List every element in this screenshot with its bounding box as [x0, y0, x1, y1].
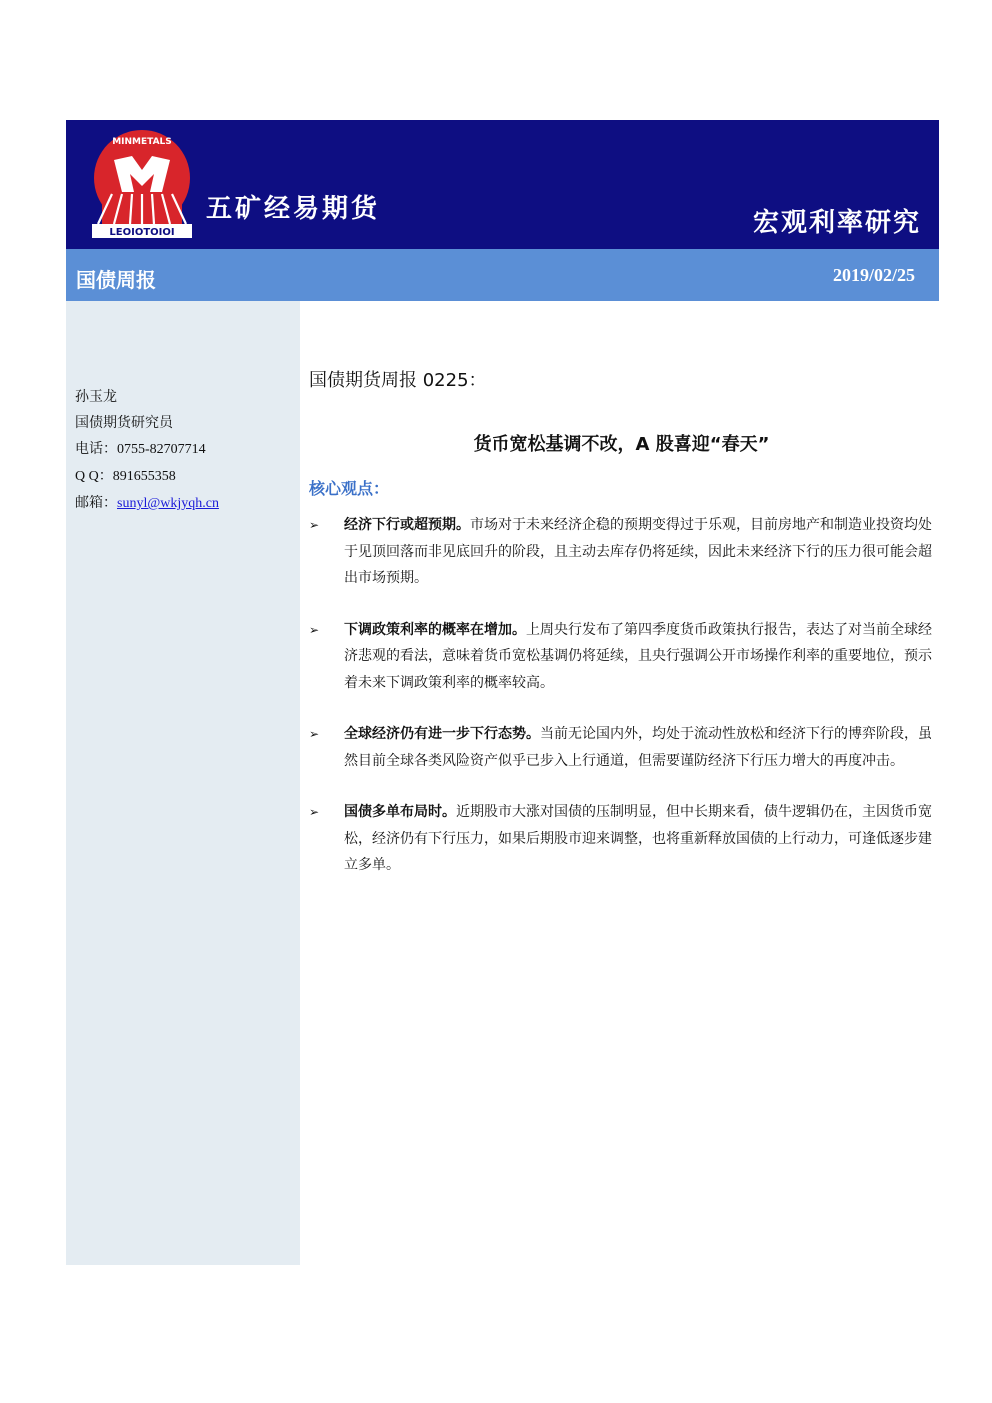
report-title: 国债期货周报 0225： [309, 370, 487, 391]
report-headline: 货币宽松基调不改，A 股喜迎“春天” [473, 434, 770, 455]
key-point-body: 当前无论国内外，均处于流动性放松和经济下行的博弈阶段，虽然目前全球各类风险资产似乎已步入上行通道，但需要谨防经济下行压力增大的再度冲击。 [344, 726, 932, 769]
report-body [309, 366, 934, 904]
key-point-title: 国债多单布局时。 [344, 804, 456, 820]
bullet-arrow-icon: ➢ [309, 727, 320, 741]
key-point [309, 617, 934, 697]
author-name: 孙玉龙 [75, 389, 117, 405]
author-qq: Q Q：891655358 [75, 469, 176, 484]
key-point-title: 经济下行或超预期。 [344, 517, 470, 533]
key-point-body: 近期股市大涨对国债的压制明显，但中长期来看，债牛逻辑仍在，主因货币宽松，经济仍有下行压力，如果后期股市迎来调整，也将重新释放国债的上行动力，可逢低逐步建立多单。 [344, 804, 932, 873]
svg-text:MINMETALS: MINMETALS [112, 137, 172, 147]
bullet-arrow-icon: ➢ [309, 622, 320, 637]
key-point-body: 市场对于未来经济企稳的预期变得过于乐观，目前房地产和制造业投资均处于见顶回落而非见底回升的阶段，且主动去库存仍将延续，因此未来经济下行的压力很可能会超出市场预期。 [344, 517, 932, 586]
author-info [75, 384, 219, 517]
author-title: 国债期货研究员 [75, 415, 173, 431]
key-point [309, 721, 934, 774]
svg-text:LEOIOTOIOI: LEOIOTOIOI [109, 227, 175, 238]
email-link[interactable]: sunyl@wkjyqh.cn [117, 496, 219, 511]
report-date: 2019/02/25 [832, 265, 915, 285]
report-header [66, 120, 939, 249]
author-email: 邮箱：sunyl@wkjyqh.cn [75, 495, 219, 511]
bullet-arrow-icon: ➢ [309, 805, 320, 819]
key-points-list [309, 512, 934, 879]
key-point-title: 全球经济仍有进一步下行态势。 [344, 726, 540, 742]
bullet-arrow-icon: ➢ [309, 518, 320, 532]
minmetals-logo [92, 130, 192, 238]
report-subheader [66, 249, 939, 301]
report-type: 国债周报 [76, 268, 156, 292]
key-point-body: 上周央行发布了第四季度货币政策执行报告，表达了对当前全球经济悲观的看法，意味着货币宽松基调仍将延续，且央行强调公开市场操作利率的重要地位，预示着未来下调政策利率的概率较高。 [344, 621, 932, 691]
key-point [309, 799, 934, 879]
author-phone: 电话：0755-82707714 [75, 441, 206, 457]
key-points-heading: 核心观点： [309, 479, 390, 498]
company-name: 五矿经易期货 [206, 194, 381, 224]
author-sidebar [66, 301, 300, 1265]
key-point-title: 下调政策利率的概率在增加。 [344, 621, 526, 638]
department-name: 宏观利率研究 [752, 208, 921, 238]
key-point [309, 512, 934, 592]
